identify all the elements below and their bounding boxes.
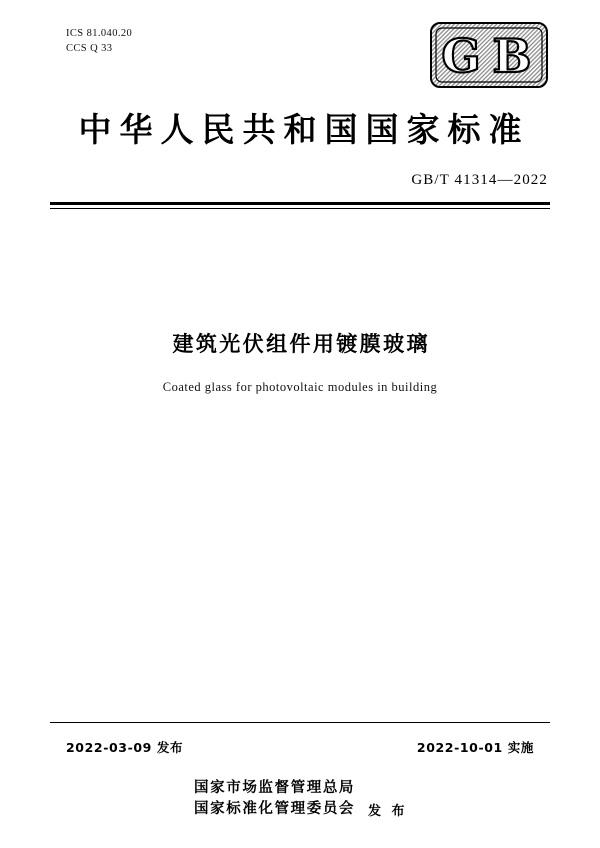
- divider-thin: [50, 208, 550, 209]
- ics-code: ICS 81.040.20: [66, 28, 133, 39]
- effective-date: 2022-10-01 实施: [416, 740, 534, 755]
- publisher-block: [0, 778, 600, 820]
- issue-date: 2022-03-09 发布: [66, 740, 184, 755]
- svg-text:B: B: [492, 29, 532, 83]
- publisher-line-2: 国家标准化管理委员会: [194, 801, 356, 817]
- publisher-line-1: 国家市场监督管理总局: [194, 780, 356, 796]
- classification-codes: [66, 26, 132, 56]
- national-standard-title: 中华人民共和国国家标准: [78, 110, 530, 149]
- gb-emblem-icon: [430, 22, 548, 88]
- publisher-names: [192, 778, 355, 820]
- standard-number: GB/T 41314—2022: [411, 172, 548, 188]
- svg-text:G: G: [441, 29, 481, 83]
- publisher-verb: 发 布: [368, 804, 408, 819]
- divider-bottom: [50, 722, 550, 723]
- ccs-code: CCS Q 33: [66, 43, 113, 54]
- document-title-chinese: 建筑光伏组件用镀膜玻璃: [172, 332, 430, 356]
- document-title-english: Coated glass for photovoltaic modules in building: [162, 380, 438, 394]
- divider-thick: [50, 202, 550, 205]
